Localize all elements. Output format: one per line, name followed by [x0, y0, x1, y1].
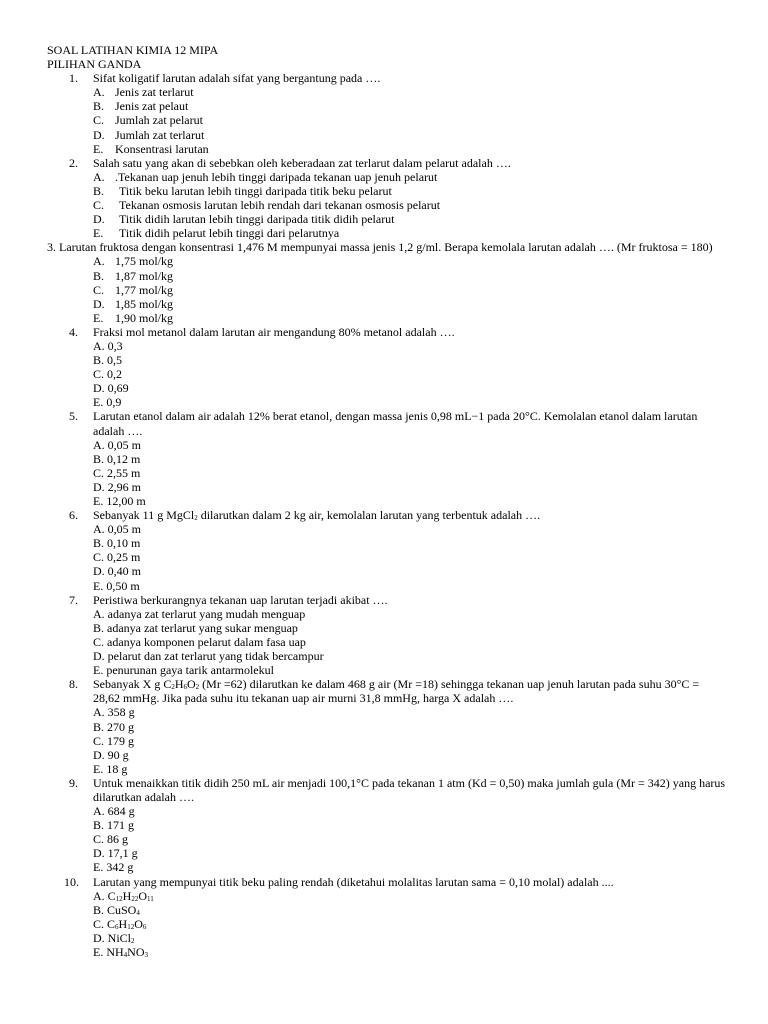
option-d: D. Jumlah zat terlarut — [93, 127, 205, 142]
option-b: B. 270 g — [93, 719, 135, 734]
option-d: D. 0,40 m — [93, 564, 141, 579]
question-number: 6. — [69, 508, 78, 523]
question-8 — [47, 677, 727, 705]
option-b: B. 1,87 mol/kg — [93, 268, 174, 283]
option-d: D. NiCl$_2$ — [93, 930, 135, 945]
question-text: Untuk menaikkan titik didih 250 mL air menjadi 100,1°C pada tekanan 1 atm (Kd = 0,50) maka jumlah gula (Mr = 342) yang harus dilarutkan adalah …. — [93, 775, 726, 804]
document-title: SOAL LATIHAN KIMIA 12 MIPA — [47, 43, 219, 57]
option-c: C. adanya komponen pelarut dalam fasa uap — [93, 634, 306, 649]
option-c: C. 0,25 m — [93, 550, 141, 565]
options-7 — [47, 607, 727, 677]
option-a: A. .Tekanan uap jenuh lebih tinggi daripada tekanan uap jenuh pelarut — [93, 169, 438, 184]
question-text: Fraksi mol metanol dalam larutan air mengandung 80% metanol adalah …. — [93, 324, 455, 339]
question-number: 1. — [69, 71, 78, 86]
option-b: B. 171 g — [93, 818, 135, 833]
question-1 — [47, 71, 727, 85]
option-c: C. $C_6H_{12}O_6$ — [93, 916, 147, 931]
option-b: B. 0,12 m — [93, 451, 141, 466]
option-b: B. adanya zat terlarut yang sukar menguap — [93, 620, 298, 635]
question-text: Salah satu yang akan di sebebkan oleh keberadaan zat terlarut dalam pelarut adalah …. — [93, 155, 511, 170]
option-a: A. adanya zat terlarut yang mudah menguap — [93, 606, 306, 621]
options-9 — [47, 804, 727, 874]
option-e: E. 18 g — [93, 761, 128, 776]
option-c: C. Tekanan osmosis larutan lebih rendah dari tekanan osmosis pelarut — [93, 198, 441, 213]
option-c: C. 0,2 — [93, 367, 123, 382]
question-number: 9. — [69, 775, 78, 790]
option-d: D. 0,69 — [93, 381, 129, 396]
option-a: A. $C_{12}H_{22}O_{11}$ — [93, 888, 154, 903]
question-text: 3. Larutan fruktosa dengan konsentrasi 1,476 M mempunyai massa jenis 1,2 g/ml. Berapa kemolala larutan adalah …. (Mr fruktosa = 180) — [47, 240, 713, 255]
option-b: B. CuSO$_4$ — [93, 902, 140, 917]
option-d: D. 90 g — [93, 747, 129, 762]
option-e: E. 0,9 — [93, 395, 122, 410]
option-a: A. 0,05 m — [93, 437, 141, 452]
option-c: C. 86 g — [93, 832, 129, 847]
option-e: E. 342 g — [93, 860, 134, 875]
option-b: B. 0,10 m — [93, 536, 141, 551]
option-e: E. 1,90 mol/kg — [93, 310, 174, 325]
question-9 — [47, 776, 727, 804]
options-8 — [47, 705, 727, 775]
question-text: Sebanyak X g $C_2H_6O_2$ (Mr =62) dilarutkan ke dalam 468 g air (Mr =18) sehingga tekanan uap jenuh larutan pada suhu 30°C = 28,62 mmHg. Jika pada suhu itu tekanan uap air murni 31,8 mmHg, harga X adalah …. — [93, 677, 700, 706]
option-e: E. Konsentrasi larutan — [93, 141, 209, 156]
question-number: 5. — [69, 409, 78, 424]
options-4 — [47, 339, 727, 409]
question-10 — [47, 875, 727, 889]
question-4 — [47, 325, 727, 339]
question-5 — [47, 409, 727, 437]
options-2 — [47, 170, 727, 240]
question-text: Sifat koligatif larutan adalah sifat yang bergantung pada …. — [93, 71, 381, 86]
question-text: Sebanyak 11 g MgCl$_2$ dilarutkan dalam 2 kg air, kemolalan larutan yang terbentuk adalah …. — [93, 508, 541, 523]
option-c: C. 1,77 mol/kg — [93, 282, 174, 297]
option-d: D. Titik didih larutan lebih tinggi daripada titik didih pelarut — [93, 212, 395, 227]
option-b: B. 0,5 — [93, 353, 123, 368]
option-a: A. 0,3 — [93, 338, 123, 353]
option-e: E. Titik didih pelarut lebih tinggi dari pelarutnya — [93, 226, 340, 241]
option-e: E. penurunan gaya tarik antarmolekul — [93, 663, 274, 678]
option-d: D. 2,96 m — [93, 479, 141, 494]
question-number: 2. — [69, 155, 78, 170]
options-6 — [47, 522, 727, 592]
option-d: D. 1,85 mol/kg — [93, 296, 174, 311]
option-e: E. 12,00 m — [93, 494, 146, 508]
options-10 — [47, 889, 727, 959]
option-b: B. Jenis zat pelaut — [93, 99, 189, 114]
question-number: 4. — [69, 324, 78, 339]
question-number: 8. — [69, 677, 78, 692]
exam-sheet — [47, 43, 727, 959]
options-3 — [47, 254, 727, 324]
option-d: D. 17,1 g — [93, 846, 138, 861]
option-d: D. pelarut dan zat terlarut yang tidak bercampur — [93, 649, 324, 664]
option-b: B. Titik beku larutan lebih tinggi daripada titik beku pelarut — [93, 183, 392, 198]
question-text: Peristiwa berkurangnya tekanan uap larutan terjadi akibat …. — [93, 592, 388, 607]
options-5 — [47, 438, 727, 508]
question-number: 10. — [64, 874, 79, 889]
option-a: A. 0,05 m — [93, 522, 141, 537]
section-heading: PILIHAN GANDA — [47, 57, 142, 72]
option-a: A. Jenis zat terlarut — [93, 85, 194, 100]
option-c: C. 2,55 m — [93, 465, 141, 480]
question-text: Larutan etanol dalam air adalah 12% berat etanol, dengan massa jenis 0,98 mL−1 pada 20°C. Kemolalan etanol dalam larutan adalah …. — [93, 409, 698, 438]
question-7 — [47, 593, 727, 607]
option-a: A. 1,75 mol/kg — [93, 254, 174, 269]
question-6 — [47, 508, 727, 522]
question-2 — [47, 156, 727, 170]
options-1 — [47, 85, 727, 155]
option-e: E. 0,50 m — [93, 578, 140, 593]
question-text: Larutan yang mempunyai titik beku paling rendah (diketahui molalitas larutan sama = 0,10 molal) adalah .... — [93, 874, 614, 889]
option-a: A. 358 g — [93, 705, 135, 720]
option-c: C. Jumlah zat pelarut — [93, 113, 203, 128]
option-a: A. 684 g — [93, 804, 135, 819]
option-e: E. $NH_4NO_3$ — [93, 945, 149, 959]
option-c: C. 179 g — [93, 733, 135, 748]
question-number: 7. — [69, 592, 78, 607]
question-3 — [47, 240, 727, 254]
